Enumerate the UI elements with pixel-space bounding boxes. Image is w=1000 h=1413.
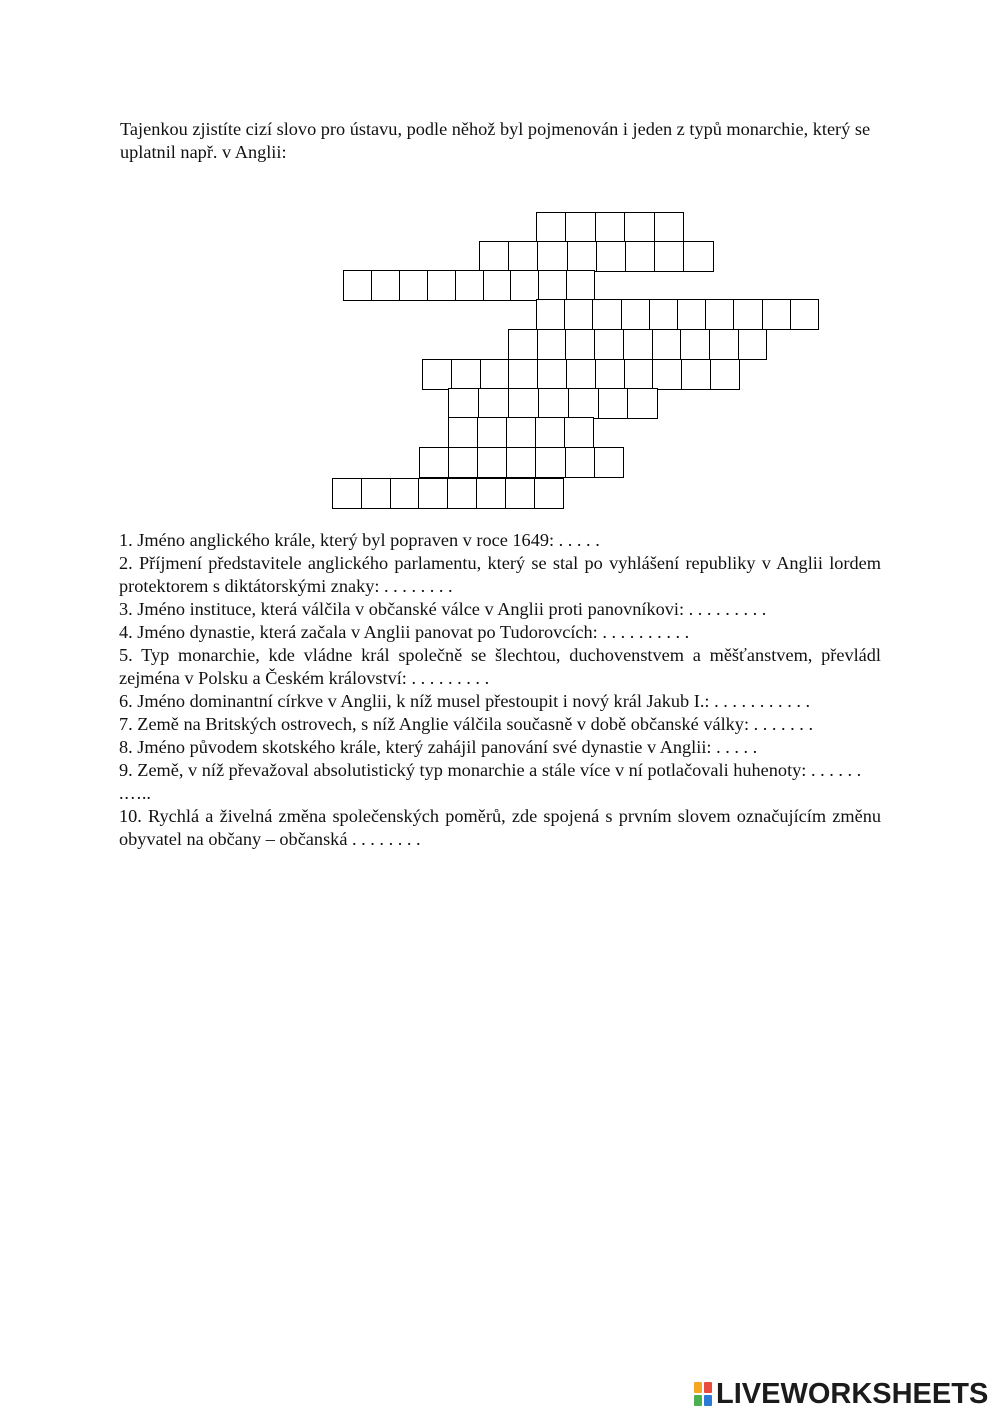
crossword-cell-r9-c6[interactable] [565,447,595,478]
crossword-cell-r10-c5[interactable] [447,478,477,509]
crossword-cell-r1-c4[interactable] [624,212,655,243]
crossword-cell-r4-c9[interactable] [762,299,791,330]
crossword-cell-r3-c3[interactable] [399,270,428,301]
crossword-cell-r7-c2[interactable] [478,388,509,419]
crossword-cell-r6-c10[interactable] [681,359,711,390]
crossword-cell-r1-c3[interactable] [595,212,626,243]
crossword-cell-r9-c2[interactable] [448,447,478,478]
crossword-cell-r4-c3[interactable] [592,299,621,330]
crossword-cell-r2-c3[interactable] [537,241,567,272]
crossword-cell-r2-c4[interactable] [567,241,597,272]
crossword-cell-r10-c8[interactable] [534,478,564,509]
clue-4: 4. Jméno dynastie, která začala v Anglii panovat po Tudorovcích: . . . . . . . . . . [119,622,690,642]
crossword-cell-r3-c9[interactable] [566,270,595,301]
crossword-cell-r5-c1[interactable] [508,329,538,360]
crossword-cell-r7-c3[interactable] [508,388,539,419]
crossword-cell-r4-c6[interactable] [677,299,706,330]
crossword-cell-r1-c2[interactable] [565,212,596,243]
crossword-cell-r4-c10[interactable] [790,299,819,330]
crossword-cell-r3-c1[interactable] [343,270,372,301]
crossword-cell-r8-c5[interactable] [564,417,594,448]
crossword-cell-r6-c7[interactable] [595,359,625,390]
crossword-cell-r4-c4[interactable] [621,299,650,330]
liveworksheets-logo [694,1377,988,1411]
logo-square-3 [694,1395,702,1406]
crossword-cell-r8-c4[interactable] [535,417,565,448]
crossword-cell-r6-c6[interactable] [566,359,596,390]
crossword-cell-r7-c4[interactable] [538,388,569,419]
logo-square-1 [694,1382,702,1393]
clue-2: 2. Příjmení představitele anglického parlamentu, který se stal po vyhlášení republiky v Anglii lordem protektorem s diktátorskými znaky: . . . . . . . . [119,553,881,596]
crossword-cell-r5-c7[interactable] [680,329,710,360]
crossword-cell-r4-c2[interactable] [564,299,593,330]
crossword-cell-r5-c9[interactable] [738,329,768,360]
clue-8: 8. Jméno původem skotského krále, který zahájil panování své dynastie v Anglii: . . . . . [119,737,758,757]
crossword-cell-r6-c11[interactable] [710,359,740,390]
crossword-cell-r3-c6[interactable] [483,270,512,301]
crossword-cell-r2-c6[interactable] [625,241,655,272]
crossword-cell-r10-c6[interactable] [476,478,506,509]
crossword-grid [0,0,1000,520]
crossword-cell-r7-c6[interactable] [598,388,629,419]
crossword-cell-r9-c1[interactable] [419,447,449,478]
crossword-cell-r2-c2[interactable] [508,241,538,272]
crossword-cell-r5-c2[interactable] [537,329,567,360]
crossword-cell-r10-c7[interactable] [505,478,535,509]
logo-square-2 [704,1382,712,1393]
crossword-cell-r3-c4[interactable] [427,270,456,301]
crossword-cell-r6-c4[interactable] [508,359,538,390]
crossword-cell-r6-c1[interactable] [422,359,452,390]
clue-1: 1. Jméno anglického krále, který byl popraven v roce 1649: . . . . . [119,530,600,550]
crossword-cell-r6-c9[interactable] [652,359,682,390]
crossword-cell-r3-c8[interactable] [538,270,567,301]
crossword-cell-r8-c2[interactable] [477,417,507,448]
crossword-cell-r6-c8[interactable] [624,359,654,390]
crossword-cell-r10-c4[interactable] [418,478,448,509]
crossword-cell-r2-c1[interactable] [479,241,509,272]
clue-6: 6. Jméno dominantní církve v Anglii, k níž musel přestoupit i nový král Jakub I.: . . . . . . . . . . . [119,691,811,711]
crossword-cell-r5-c8[interactable] [709,329,739,360]
clue-7: 7. Země na Britských ostrovech, s níž Anglie válčila současně v době občanské války: . . . . . . . [119,714,814,734]
crossword-cell-r1-c1[interactable] [536,212,567,243]
crossword-cell-r4-c5[interactable] [649,299,678,330]
clue-10: 10. Rychlá a živelná změna společenských poměrů, zde spojená s prvním slovem označujícím změnu obyvatel na občany – občanská . . . . . . . . [119,806,881,849]
crossword-cell-r9-c7[interactable] [594,447,624,478]
clue-5: 5. Typ monarchie, kde vládne král společně se šlechtou, duchovenstvem a měšťanstvem, převládl zejména v Polsku a Českém království: . . . . . . . . . [119,645,881,688]
crossword-cell-r4-c7[interactable] [705,299,734,330]
crossword-cell-r6-c5[interactable] [537,359,567,390]
crossword-cell-r6-c3[interactable] [480,359,510,390]
crossword-cell-r3-c2[interactable] [371,270,400,301]
crossword-cell-r2-c5[interactable] [596,241,626,272]
crossword-cell-r9-c4[interactable] [506,447,536,478]
logo-square-4 [704,1395,712,1406]
crossword-cell-r4-c1[interactable] [536,299,565,330]
crossword-cell-r10-c3[interactable] [390,478,420,509]
crossword-cell-r5-c5[interactable] [623,329,653,360]
clue-3: 3. Jméno instituce, která válčila v občanské válce v Anglii proti panovníkovi: . . . . . . . . . [119,599,767,619]
crossword-cell-r4-c8[interactable] [733,299,762,330]
crossword-cell-r7-c5[interactable] [568,388,599,419]
crossword-cell-r8-c1[interactable] [448,417,478,448]
crossword-cell-r2-c7[interactable] [654,241,684,272]
logo-text: LIVEWORKSHEETS [716,1377,989,1410]
clues-list [119,529,881,851]
crossword-cell-r3-c7[interactable] [510,270,539,301]
crossword-cell-r10-c1[interactable] [332,478,362,509]
crossword-cell-r7-c1[interactable] [448,388,479,419]
crossword-cell-r6-c2[interactable] [451,359,481,390]
crossword-cell-r10-c2[interactable] [361,478,391,509]
instructions-text: Tajenkou zjistíte cizí slovo pro ústavu, podle něhož byl pojmenován i jeden z typů monarchie, který se uplatnil např. v Anglii: [120,119,871,162]
crossword-cell-r3-c5[interactable] [455,270,484,301]
crossword-cell-r2-c8[interactable] [683,241,713,272]
logo-mark-icon [694,1382,712,1406]
crossword-cell-r5-c4[interactable] [594,329,624,360]
crossword-cell-r5-c6[interactable] [652,329,682,360]
crossword-cell-r1-c5[interactable] [654,212,685,243]
crossword-cell-r5-c3[interactable] [565,329,595,360]
crossword-cell-r7-c7[interactable] [627,388,658,419]
crossword-cell-r8-c3[interactable] [506,417,536,448]
clue-9: 9. Země, v níž převažoval absolutistický typ monarchie a stále více v ní potlačovali huhenoty: . . . . . . .….. [119,760,862,803]
crossword-cell-r9-c3[interactable] [477,447,507,478]
crossword-cell-r9-c5[interactable] [535,447,565,478]
